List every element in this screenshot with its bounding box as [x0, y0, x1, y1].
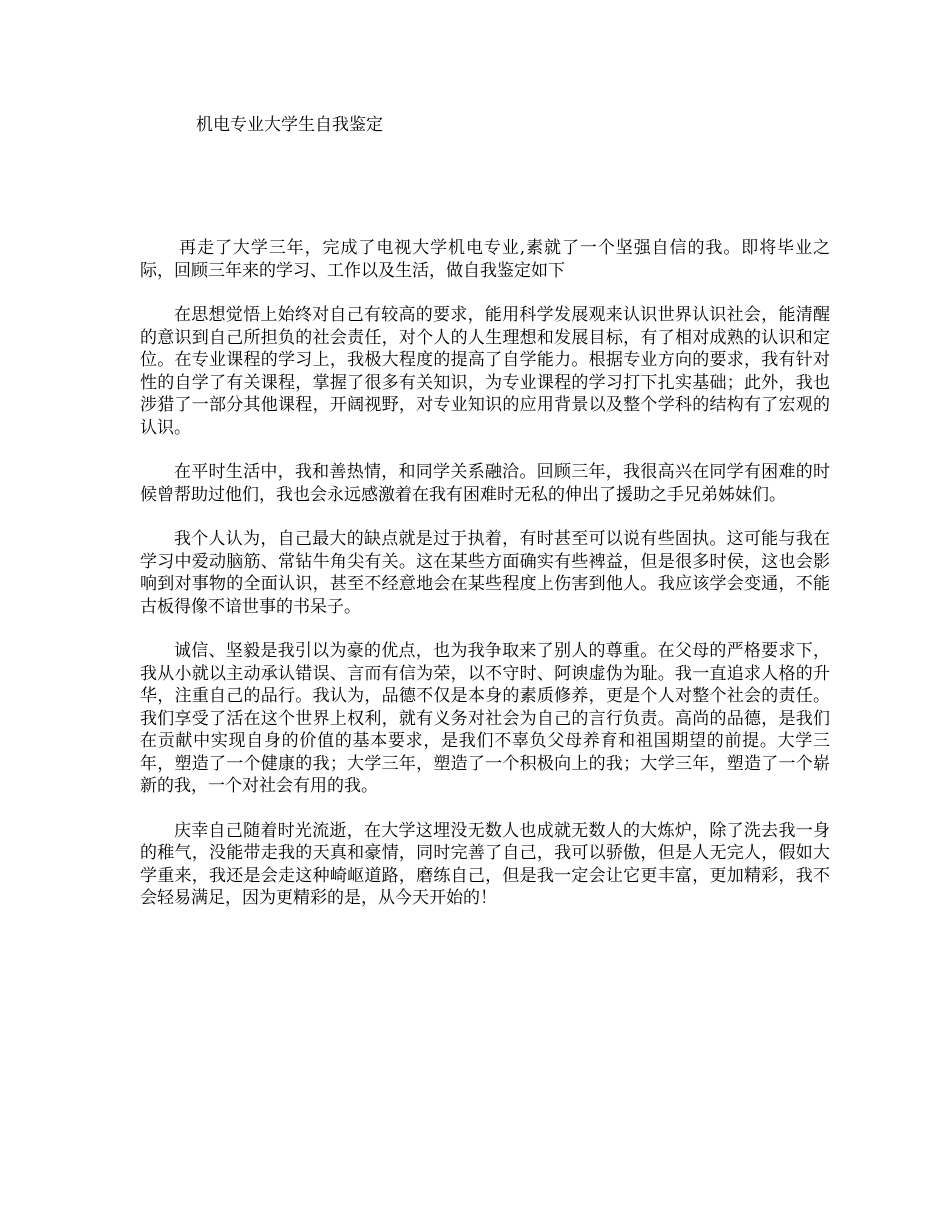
paragraph-ideology-study: 在思想觉悟上始终对自己有较高的要求，能用科学发展观来认识世界认识社会，能清醒的意识到自己所担负的社会责任，对个人的人生理想和发展目标，有了相对成熟的认识和定位。在专业课程的学习上，我极大程度的提高了自学能力。根据专业方向的要求，我有针对性的自学了有关课程，掌握了很多有关知识，为专业课程的学习打下扎实基础；此外，我也涉猎了一部分其他课程，开阔视野，对专业知识的应用背景以及整个学科的结构有了宏观的认识。 [140, 305, 830, 438]
paragraph-intro: 再走了大学三年，完成了电视大学机电专业,素就了一个坚强自信的我。即将毕业之际，回顾三年来的学习、工作以及生活，做自我鉴定如下 [140, 238, 830, 281]
paragraph-shortcomings: 我个人认为，自己最大的缺点就是过于执着，有时甚至可以说有些固执。这可能与我在学习中爱动脑筋、常钻牛角尖有关。这在某些方面确实有些裨益，但是很多时侯，这也会影响到对事物的全面认识，甚至不经意地会在某些程度上伤害到他人。我应该学会变通，不能古板得像不谙世事的书呆子。 [140, 529, 830, 617]
paragraph-conclusion: 庆幸自己随着时光流逝，在大学这埋没无数人也成就无数人的大炼炉，除了洗去我一身的稚气，没能带走我的天真和豪情，同时完善了自己，我可以骄傲，但是人无完人，假如大学重来，我还是会走这种崎岖道路，磨练自己，但是我一定会让它更丰富，更加精彩，我不会轻易满足，因为更精彩的是，从今天开始的！ [140, 820, 830, 908]
paragraph-daily-life: 在平时生活中，我和善热情，和同学关系融洽。回顾三年，我很高兴在同学有困难的时候曾帮助过他们，我也会永远感激着在我有困难时无私的伸出了援助之手兄弟姊妹们。 [140, 462, 830, 505]
paragraph-strengths: 诚信、坚毅是我引以为豪的优点，也为我争取来了别人的尊重。在父母的严格要求下，我从小就以主动承认错误、言而有信为荣，以不守时、阿谀虚伪为耻。我一直追求人格的升华，注重自己的品行。我认为，品德不仅是本身的素质修养，更是个人对整个社会的责任。我们享受了活在这个世界上权利，就有义务对社会为自己的言行负责。高尚的品德，是我们在贡献中实现自身的价值的基本要求，是我们不辜负父母养育和祖国期望的前提。大学三年，塑造了一个健康的我；大学三年，塑造了一个积极向上的我；大学三年，塑造了一个崭新的我，一个对社会有用的我。 [140, 641, 830, 796]
document-body [140, 237, 830, 932]
document-title: 机电专业大学生自我鉴定 [196, 115, 383, 135]
